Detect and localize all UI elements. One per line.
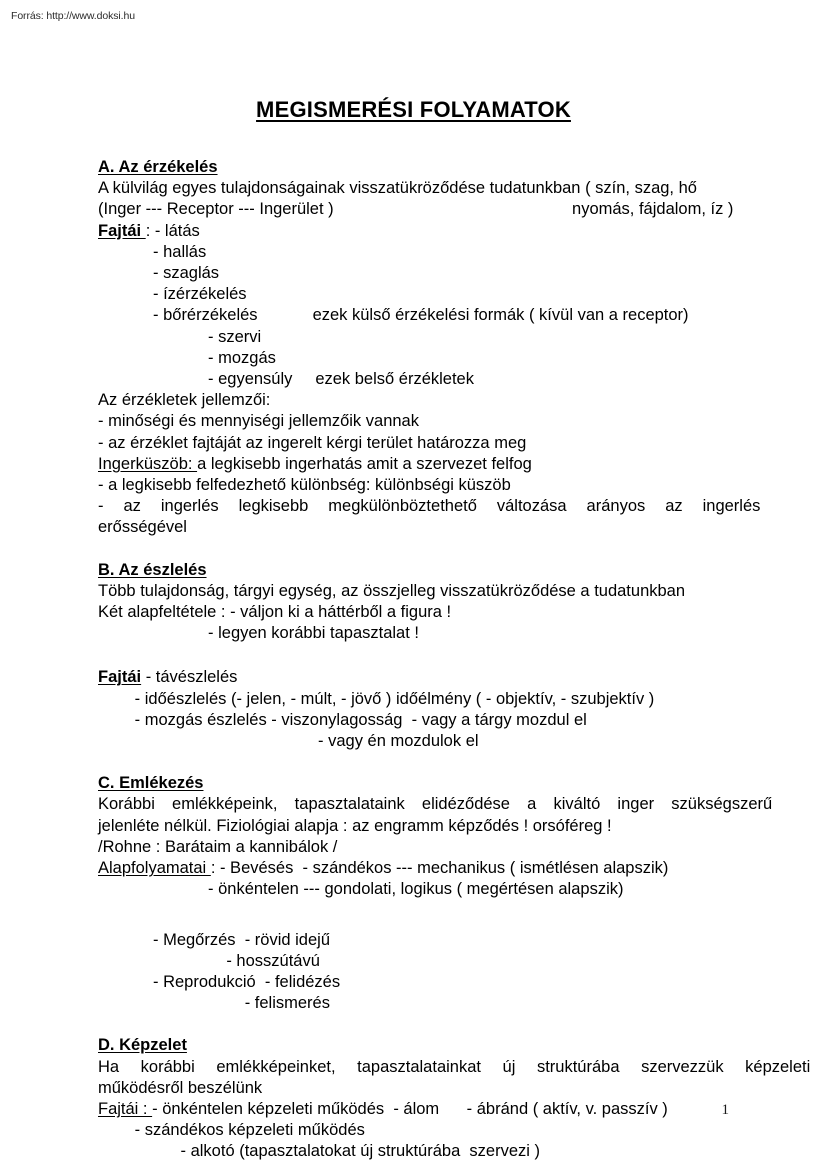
section-a-fajtai-row: [98, 221, 729, 242]
section-a-heading-row: [98, 157, 729, 178]
section-a-intro-line-1: A külvilág egyes tulajdonságainak visszatükröződése tudatunkban ( szín, szag, hő: [98, 179, 697, 198]
section-a-kulonbsegi: - a legkisebb felfedezhető különbség: különbségi küszöb: [98, 476, 511, 495]
list-item: - mozgás: [98, 348, 276, 367]
spacer: [98, 123, 729, 157]
list-item: - Reprodukció - felidézés: [98, 972, 341, 991]
section-a: [98, 157, 761, 539]
list-item: - felismerés: [98, 994, 330, 1013]
section-c-alapfolyamatai-first: : - Bevésés - szándékos --- mechanikus ( ismétlésen alapszik): [210, 859, 669, 878]
list-item: - hosszútávú: [98, 951, 320, 970]
section-a-ingerkuszob-text: a legkisebb ingerhatás amit a szervezet felfog: [197, 454, 532, 473]
section-b-fajtai-label: Fajtái: [98, 668, 142, 687]
spacer: [98, 539, 729, 560]
page-title: [98, 97, 729, 123]
list-item: - az érzéklet fajtáját az ingerelt kérgi terület határozza meg: [98, 433, 527, 452]
section-a-jellemzoi-heading: Az érzékletek jellemzői:: [98, 391, 271, 410]
section-a-ingerkuszob-label: Ingerküszöb:: [98, 454, 198, 473]
section-c-heading-row: [98, 773, 729, 794]
section-a-aranyos-line-2: erősségével: [98, 518, 187, 537]
section-b-heading-row: [98, 560, 729, 581]
section-a-heading: A. Az érzékelés: [98, 158, 218, 176]
section-b-fajtai-row: [98, 667, 729, 688]
section-d-fajtai-first: - önkéntelen képzeleti működés - álom - ábránd ( aktív, v. passzív ): [152, 1099, 668, 1118]
section-b-heading: B. Az észlelés: [98, 560, 207, 579]
section-b-intro: Több tulajdonság, tárgyi egység, az összjelleg visszatükröződése a tudatunkban: [98, 581, 686, 600]
spacer: [98, 644, 729, 667]
section-d: [98, 1035, 811, 1162]
section-c-rohne: /Rohne : Barátaim a kannibálok /: [98, 837, 338, 856]
section-b-fajtai-first: - távészlelés: [141, 668, 238, 687]
list-item: - Megőrzés - rövid idejű: [98, 930, 330, 949]
page-title-text: MEGISMERÉSI FOLYAMATOK: [256, 97, 571, 122]
section-d-intro-line-1: Ha korábbi emlékképeinket, tapasztalatainkat új struktúrába szervezzük képzeleti: [98, 1057, 811, 1076]
section-d-fajtai-label: Fajtái :: [98, 1099, 153, 1118]
list-item: - hallás: [98, 242, 207, 261]
section-b-alapfeltetel-1: Két alapfeltétele : - váljon ki a háttérből a figura !: [98, 603, 452, 622]
section-a-fajtai-first: : - látás: [145, 221, 200, 240]
list-item: - egyensúly ezek belső érzékletek: [98, 370, 474, 389]
list-item: - mozgás észlelés - viszonylagosság - vagy a tárgy mozdul el: [98, 710, 587, 729]
section-c-heading: C. Emlékezés: [98, 774, 204, 793]
section-d-heading-row: [98, 1035, 729, 1056]
list-item: - szándékos képzeleti működés: [98, 1121, 365, 1140]
section-c-alapfolyamatai-second: - önkéntelen --- gondolati, logikus ( megértésen alapszik): [98, 880, 624, 899]
section-c-alapfolyamatai-row: [98, 858, 729, 879]
list-item: - ízérzékelés: [98, 285, 247, 304]
section-d-heading: D. Képzelet: [98, 1036, 187, 1055]
spacer: [98, 752, 729, 773]
list-item: - szaglás: [98, 264, 220, 283]
section-b: [98, 560, 729, 753]
list-item: - időészlelés (- jelen, - múlt, - jövő ) időélmény ( - objektív, - szubjektív ): [98, 689, 655, 708]
section-c-alapfolyamatai-label: Alapfolyamatai: [98, 859, 211, 878]
section-a-ingerkuszob-row: [98, 454, 729, 475]
section-a-aranyos-line-1: - az ingerlés legkisebb megkülönböztethető változása arányos az ingerlés: [98, 497, 761, 516]
list-item: - szervi: [98, 327, 262, 346]
section-c-intro-line-1: Korábbi emlékképeink, tapasztalataink elidéződése a kiváltó inger szükségszerű: [98, 795, 773, 814]
section-b-alapfeltetel-2: - legyen korábbi tapasztalat !: [98, 624, 419, 643]
list-item: - minőségi és mennyiségi jellemzőik vannak: [98, 412, 419, 431]
section-d-intro-line-2: működésről beszélünk: [98, 1078, 263, 1097]
source-watermark: Forrás: http://www.doksi.hu: [11, 10, 135, 22]
section-a-fajtai-label: Fajtái: [98, 221, 146, 240]
list-item: - alkotó (tapasztalatokat új struktúrába szervezi ): [98, 1142, 541, 1161]
spacer: [98, 901, 729, 930]
section-c-intro-line-2: jelenléte nélkül. Fiziológiai alapja : az engramm képződés ! orsóféreg !: [98, 816, 612, 835]
list-item: - bőrérzékelés ezek külső érzékelési formák ( kívül van a receptor): [98, 306, 689, 325]
spacer: [98, 1014, 729, 1035]
section-c: [98, 773, 773, 1014]
page-number: 1: [721, 1102, 729, 1118]
list-item: - vagy én mozdulok el: [98, 732, 479, 751]
section-a-intro-line-2: (Inger --- Receptor --- Ingerület ) nyomás, fájdalom, íz ): [98, 200, 734, 219]
document-page: [98, 0, 811, 1163]
